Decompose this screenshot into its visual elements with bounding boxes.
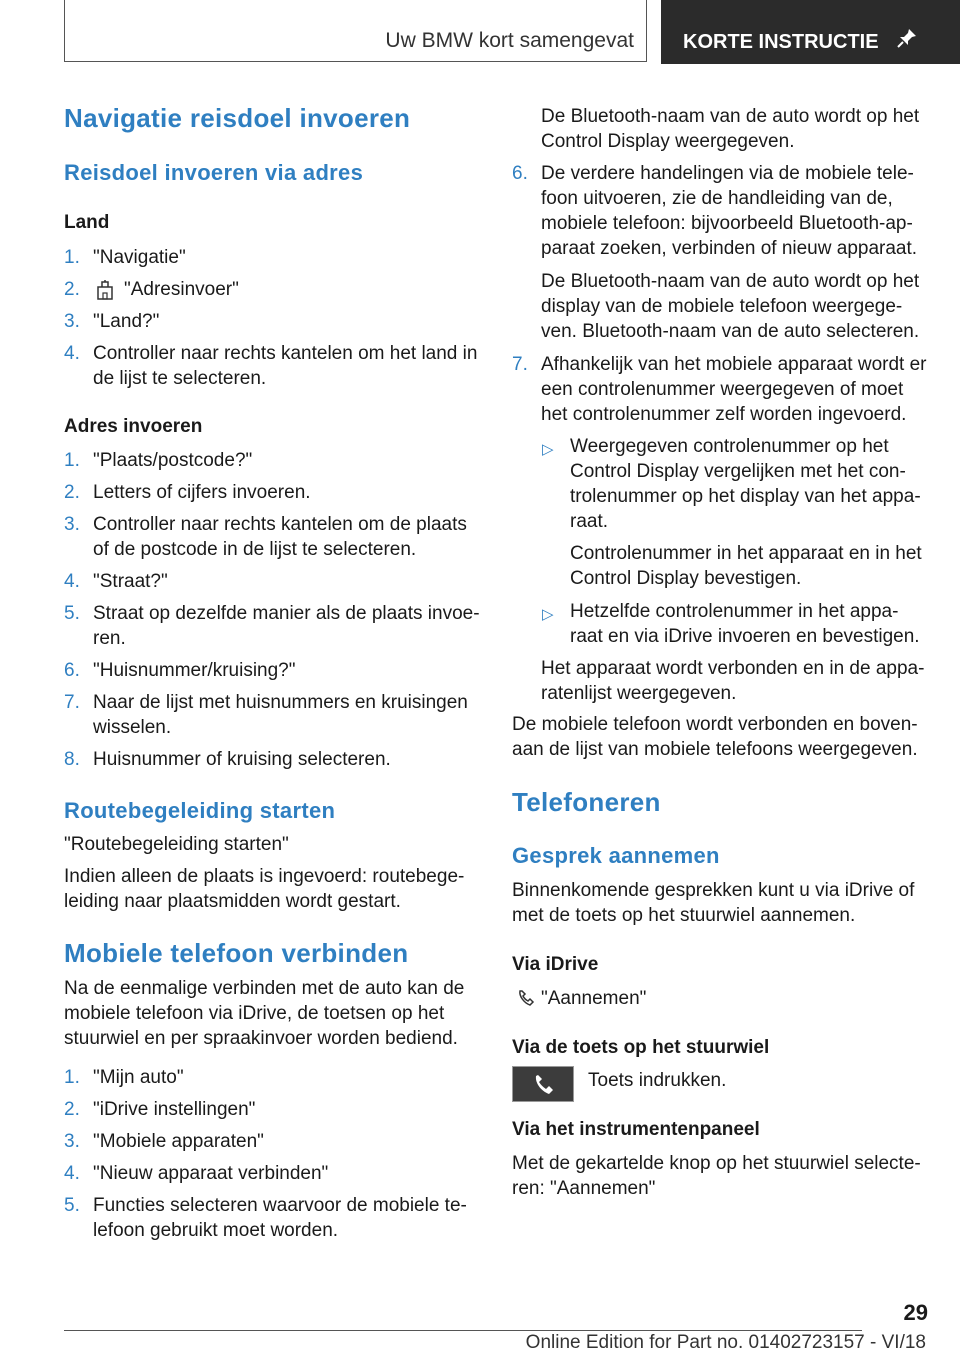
list-item: 3. "Mobiele apparaten" — [64, 1131, 264, 1152]
phone-icon — [516, 988, 538, 1013]
paragraph: De Bluetooth-naam van de auto wordt op het Control Display weergegeven. — [541, 106, 920, 152]
list-item: 6. De verdere handelingen via de mobiele tele- foon uitvoeren, zie de handleiding van de, mobiele telefoon: bijvoorbeeld Bluetooth-ap- paraat zoeken, verbinden of nieuw apparaat. — [512, 163, 918, 259]
heading-telefoneren: Telefoneren — [512, 787, 661, 817]
heading-route: Routebegeleiding starten — [64, 798, 336, 823]
list-item: 3. Controller naar rechts kantelen om de plaats of de postcode in de lijst te selecteren. — [64, 514, 467, 560]
paragraph: Het apparaat wordt verbonden en in de appa- ratenlijst weergegeven. — [541, 658, 925, 704]
subheading-via-instrumentenpaneel: Via het instrumentenpaneel — [512, 1119, 760, 1140]
heading-navigatie: Navigatie reisdoel invoeren — [64, 103, 411, 133]
paragraph: Met de gekartelde knop op het stuurwiel selecte- ren: "Aannemen" — [512, 1153, 921, 1199]
paragraph: Hetzelfde controlenummer in het appa- raat en via iDrive invoeren en bevestigen. — [570, 601, 920, 647]
heading-reisdoel-adres: Reisdoel invoeren via adres — [64, 160, 364, 185]
paragraph: "Aannemen" — [541, 988, 647, 1009]
phone-handset-icon — [531, 1073, 557, 1102]
header-chapter-tab — [661, 0, 960, 64]
list-item: 1. "Plaats/postcode?" — [64, 450, 253, 471]
header-section-tab — [64, 0, 647, 62]
paragraph: De Bluetooth-naam van de auto wordt op het display van de mobiele telefoon weergege- ven. Bluetooth-naam van de auto selecteren. — [541, 271, 920, 342]
paragraph: De mobiele telefoon wordt verbonden en boven- aan de lijst van mobiele telefoons weergegeven. — [512, 714, 918, 760]
list-item: 4. "Nieuw apparaat verbinden" — [64, 1163, 329, 1184]
footer-divider — [64, 1330, 862, 1331]
paragraph: Controlenummer in het apparaat en in het Control Display bevestigen. — [570, 543, 922, 589]
list-item: 1. "Navigatie" — [64, 247, 186, 268]
paragraph: Weergegeven controlenummer op het Control Display vergelijken met het con- trolenummer op het display van het appa- raat. — [570, 436, 921, 532]
triangle-bullet-icon: ▷ — [542, 606, 554, 623]
list-item: 7. Afhankelijk van het mobiele apparaat wordt er een controlenummer weergegeven of moet het controlenummer zelf worden ingevoerd. — [512, 354, 927, 425]
paragraph: Indien alleen de plaats is ingevoerd: routebege- leiding naar plaatsmidden wordt gestart. — [64, 866, 465, 912]
list-item: 4. "Straat?" — [64, 571, 168, 592]
heading-mobiel: Mobiele telefoon verbinden — [64, 938, 409, 968]
subheading-adres: Adres invoeren — [64, 416, 203, 437]
list-item: 7. Naar de lijst met huisnummers en kruisingen wisselen. — [64, 692, 468, 738]
triangle-bullet-icon: ▷ — [542, 441, 554, 458]
list-item: 3. "Land?" — [64, 311, 160, 332]
header-chapter-title: KORTE INSTRUCTIE — [683, 31, 879, 53]
subheading-land: Land — [64, 212, 110, 233]
steering-wheel-phone-button — [512, 1066, 574, 1102]
paragraph: Na de eenmalige verbinden met de auto kan de mobiele telefoon via iDrive, de toetsen op het stuurwiel en per spraakinvoer worden bediend. — [64, 978, 465, 1049]
list-item: 2. "Adresinvoer" — [64, 277, 484, 302]
pushpin-icon — [896, 1, 918, 85]
subheading-via-idrive: Via iDrive — [512, 954, 599, 975]
header-section-title: Uw BMW kort samengevat — [385, 29, 634, 52]
paragraph: Binnenkomende gesprekken kunt u via iDrive of met de toets op het stuurwiel aannemen. — [512, 880, 915, 926]
building-icon — [94, 279, 116, 308]
list-item: 2. Letters of cijfers invoeren. — [64, 482, 311, 503]
subheading-via-stuurwiel: Via de toets op het stuurwiel — [512, 1037, 770, 1058]
list-item: 8. Huisnummer of kruising selecteren. — [64, 749, 391, 770]
list-item: 5. Functies selecteren waarvoor de mobiele te- lefoon gebruikt moet worden. — [64, 1195, 467, 1241]
paragraph: Toets indrukken. — [588, 1070, 727, 1091]
list-item: 1. "Mijn auto" — [64, 1067, 184, 1088]
footer-edition: Online Edition for Part no. 01402723157 - VI/18 — [525, 1332, 926, 1353]
page-number: 29 — [903, 1300, 928, 1325]
list-item: 4. Controller naar rechts kantelen om het land in de lijst te selecteren. — [64, 343, 478, 389]
heading-gesprek: Gesprek aannemen — [512, 843, 720, 868]
paragraph: "Routebegeleiding starten" — [64, 834, 289, 855]
list-item: 2. "iDrive instellingen" — [64, 1099, 256, 1120]
list-item: 5. Straat op dezelfde manier als de plaats invoe- ren. — [64, 603, 480, 649]
list-item: 6. "Huisnummer/kruising?" — [64, 660, 296, 681]
